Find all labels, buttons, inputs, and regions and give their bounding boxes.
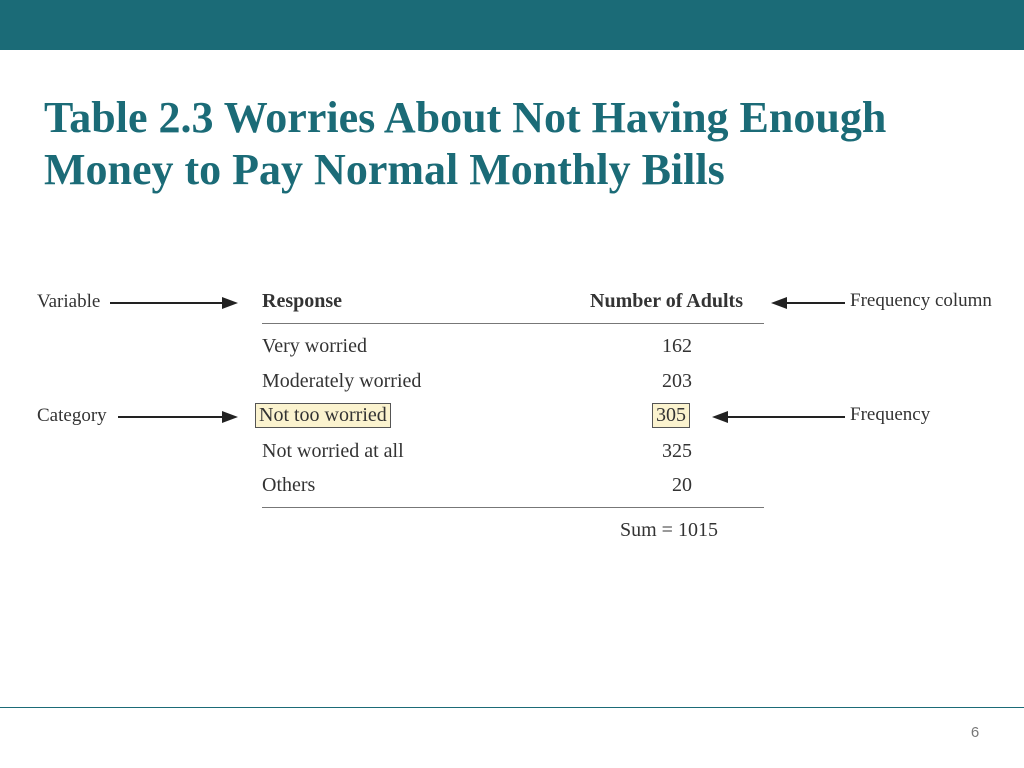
category-label: Category [37,405,107,426]
response-cell: Others [262,474,316,496]
count-cell: 162 [662,335,692,357]
page-number: 6 [970,724,980,741]
title-line-1: Table 2.3 Worries About Not Having Enough [44,93,887,142]
header-bar [0,0,1024,50]
variable-arrow [110,296,238,310]
frequency-label: Frequency [850,404,931,425]
response-cell: Very worried [262,335,367,357]
variable-label: Variable [37,291,101,312]
footer-divider [0,707,1024,708]
frequency-column-arrow [771,296,845,310]
table-bottom-rule [262,507,764,508]
slide-title [44,92,1004,196]
category-arrow [118,410,238,424]
response-cell: Moderately worried [262,370,422,392]
count-cell: 20 [672,474,692,496]
frequency-column-label: Frequency column [850,290,992,311]
response-cell: Not worried at all [262,440,404,462]
table-top-rule [262,323,764,324]
sum-total: Sum = 1015 [620,519,718,541]
header-response: Response [262,290,343,312]
count-cell: 325 [662,440,692,462]
header-number-of-adults: Number of Adults [590,290,743,312]
highlighted-frequency-cell: 305 [652,403,690,428]
count-cell: 203 [662,370,692,392]
highlighted-category-cell: Not too worried [255,403,391,428]
title-line-2: Money to Pay Normal Monthly Bills [44,145,725,194]
frequency-arrow [712,410,845,424]
